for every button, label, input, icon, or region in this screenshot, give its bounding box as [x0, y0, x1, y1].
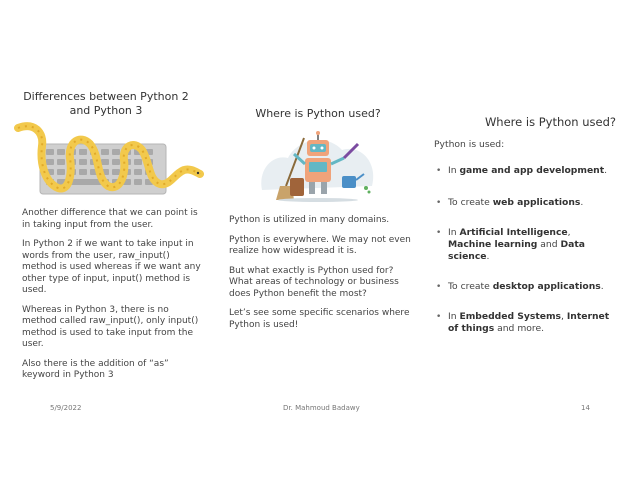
left-paragraph: Also there is the addition of “as” keyword in Python 3 — [22, 358, 169, 380]
bullet-text: . — [580, 197, 584, 208]
bullet-text: To create — [448, 197, 493, 208]
bullet-item — [436, 311, 611, 335]
bullet-text: . — [486, 251, 490, 262]
right-column — [430, 115, 620, 129]
middle-body — [229, 215, 411, 339]
middle-paragraph: Python is utilized in many domains. — [229, 215, 390, 225]
middle-title: Where is Python used? — [255, 107, 381, 120]
bullet-bold: Embedded Systems — [459, 311, 562, 322]
right-title: Where is Python used? — [484, 115, 616, 129]
middle-paragraph: Python is everywhere. We may not even realize how widespread it is. — [229, 234, 411, 256]
left-body — [22, 208, 202, 390]
bullet-bold: game and app development — [459, 165, 605, 176]
bullet-text: In — [448, 311, 460, 322]
bullet-item — [436, 227, 611, 263]
left-paragraph: Whereas in Python 3, there is no method called raw_input(), only input() method is used to take input from the user. — [22, 304, 199, 349]
bullet-dot: • — [436, 312, 442, 322]
footer-author: Dr. Mahmoud Badawy — [283, 404, 360, 412]
left-column — [20, 90, 200, 118]
right-bullet-list — [436, 165, 611, 335]
bullet-text: and — [537, 239, 561, 250]
bullet-bold: web applications — [492, 197, 581, 208]
snake-keyboard-illustration — [14, 122, 204, 200]
bullet-dot: • — [436, 228, 442, 238]
bullet-dot: • — [436, 198, 442, 208]
footer-date: 5/9/2022 — [50, 404, 82, 412]
bullet-item — [436, 281, 611, 293]
bullet-item — [436, 197, 611, 209]
bullet-bold: Machine learning — [448, 239, 538, 250]
middle-column — [228, 107, 408, 121]
bullet-text: , — [561, 311, 567, 322]
bullet-text: and more. — [494, 323, 545, 334]
bullet-text: To create — [448, 281, 493, 292]
bullet-text: , — [567, 227, 571, 238]
bullet-item — [436, 165, 611, 177]
middle-paragraph: Let’s see some specific scenarios where Python is used! — [229, 308, 410, 330]
bullet-dot: • — [436, 282, 442, 292]
right-intro: Python is used: — [434, 139, 505, 150]
left-paragraph: Another difference that we can point is in taking input from the user. — [22, 208, 198, 230]
bullet-text: . — [600, 281, 604, 292]
bullet-bold: Internet of things — [448, 311, 610, 334]
bullet-text: In — [448, 165, 460, 176]
bullet-text: . — [604, 165, 608, 176]
middle-paragraph: But what exactly is Python used for? What areas of technology or business does Python benefit the most? — [229, 265, 399, 299]
bullet-dot: • — [436, 166, 442, 176]
bullet-bold: Data science — [448, 239, 585, 262]
left-paragraph: In Python 2 if we want to take input in words from the user, raw_input() method is used whereas if we want any other type of input, input() method is used. — [22, 239, 201, 295]
bullet-text: In — [448, 227, 460, 238]
robot-illustration — [258, 130, 378, 206]
left-title: Differences between Python 2 and Python 3 — [23, 90, 189, 117]
bullet-bold: Artificial Intelligence — [459, 227, 568, 238]
footer-page-number: 14 — [581, 404, 590, 412]
bullet-bold: desktop applications — [492, 281, 601, 292]
